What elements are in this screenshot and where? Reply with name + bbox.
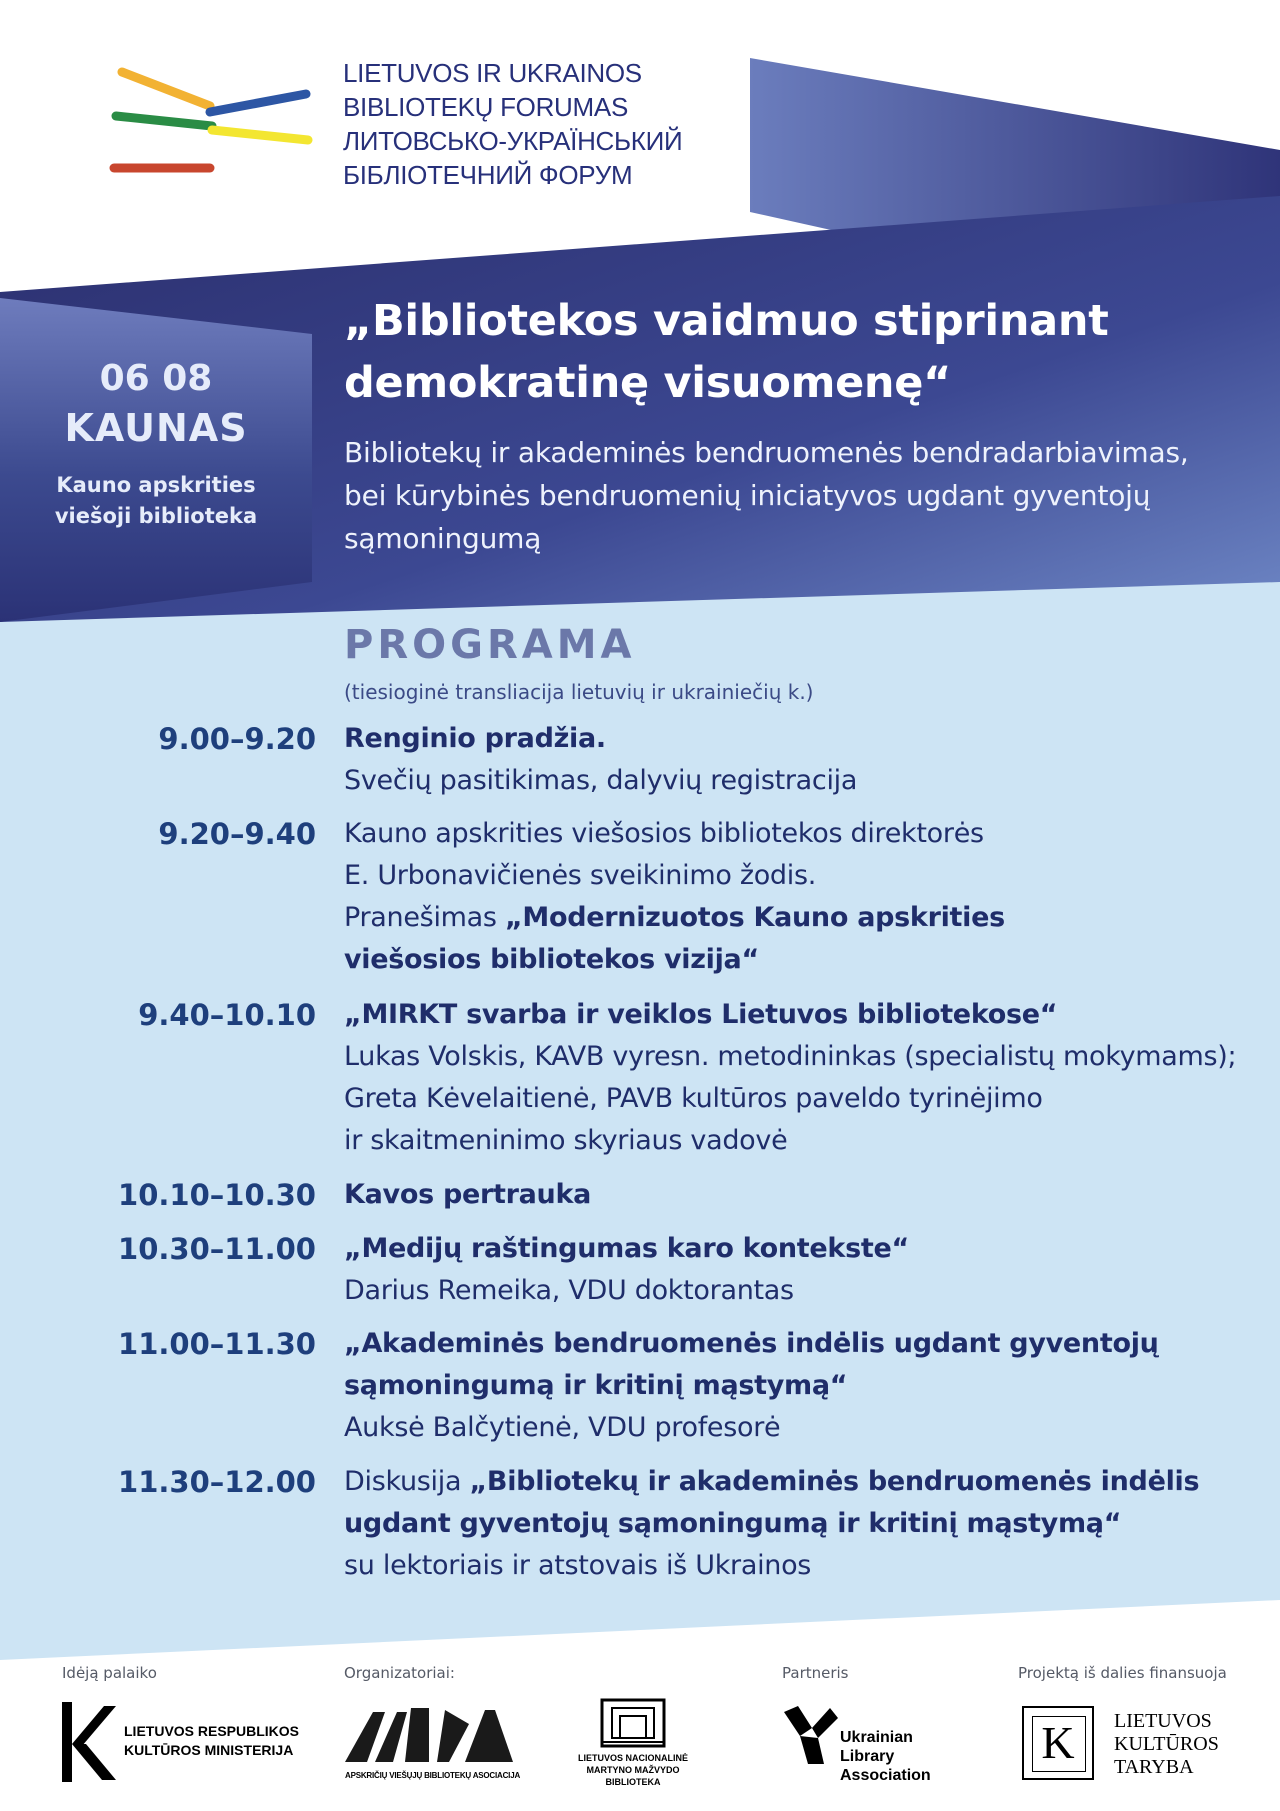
event-subtitle-line: bei kūrybinės bendruomenių iniciatyvos ugdant gyventojų (344, 479, 1151, 512)
program-line: Pranešimas „Modernizuotos Kauno apskrities (344, 902, 1005, 933)
lnb-name-line: LIETUVOS NACIONALINĖ (577, 1753, 688, 1763)
footer-label-supports: Idėją palaiko (62, 1664, 157, 1682)
venue-line: viešoji biblioteka (54, 504, 258, 528)
ula-name-line: Library (840, 1748, 895, 1765)
lnb-building-icon (600, 1698, 666, 1748)
program-description (344, 1228, 1264, 1312)
k-box-logo-icon (1022, 1706, 1094, 1780)
program-description (344, 994, 1264, 1162)
avba-caption: APSKRIČIŲ VIEŠŲJŲ BIBLIOTEKŲ ASOCIACIJA (345, 1771, 521, 1780)
program-time: 11.00–11.30 (118, 1327, 316, 1361)
ula-name-line: Ukrainian (840, 1729, 913, 1746)
council-name-line: LIETUVOS (1114, 1710, 1212, 1732)
program-time: 9.40–10.10 (138, 998, 316, 1032)
program-description (344, 718, 1264, 802)
program-line: Auksė Balčytienė, VDU profesorė (344, 1412, 781, 1443)
event-subtitle-line: Bibliotekų ir akademinės bendruomenės bendradarbiavimas, (344, 436, 1189, 469)
program-line: Kavos pertrauka (344, 1179, 592, 1210)
program-line: Lukas Volskis, KAVB vyresn. metodininkas (specialistų mokymams); (344, 1041, 1237, 1072)
ula-name (840, 1728, 931, 1785)
program-line: Diskusija „Bibliotekų ir akademinės bendruomenės indėlis (344, 1466, 1200, 1497)
program-description (344, 1323, 1264, 1449)
event-title-line: demokratinę visuomenę“ (344, 358, 952, 408)
forum-title-line: BIBLIOTEKŲ FORUMAS (343, 92, 628, 122)
ministry-name (124, 1722, 299, 1760)
lnb-name (566, 1752, 700, 1788)
logo-line-orange (122, 72, 210, 106)
program-line: Kauno apskrities viešosios bibliotekos direktorės (344, 818, 984, 849)
logo-line-green (116, 116, 212, 126)
program-line: ir skaitmeninimo skyriaus vadovė (344, 1125, 788, 1156)
forum-title-line: LIETUVOS IR UKRAINOS (343, 58, 642, 88)
event-title-line: „Bibliotekos vaidmuo stiprinant (344, 296, 1109, 346)
council-name-line: TARYBA (1114, 1756, 1194, 1778)
program-description (344, 1461, 1264, 1587)
logo-line-yellow (212, 130, 308, 140)
program-line: viešosios bibliotekos vizija“ (344, 944, 759, 975)
logo-line-blue (210, 94, 306, 112)
program-time: 9.00–9.20 (158, 722, 316, 756)
forum-title-line: БІБЛІОТЕЧНИЙ ФОРУМ (343, 160, 633, 190)
lnb-name-line: MARTYNO MAŽVYDO (586, 1765, 680, 1775)
program-time: 10.30–11.00 (118, 1232, 316, 1266)
lnb-name-line: BIBLIOTEKA (605, 1777, 661, 1787)
program-line: su lektoriais ir atstovais iš Ukrainos (344, 1550, 812, 1581)
event-venue (0, 470, 312, 532)
program-line: Greta Kėvelaitienė, PAVB kultūros paveldo tyrinėjimo (344, 1083, 1043, 1114)
program-line: Svečių pasitikimas, dalyvių registracija (344, 765, 858, 796)
program-time: 10.10–10.30 (118, 1178, 316, 1212)
program-line: E. Urbonavičienės sveikinimo žodis. (344, 860, 817, 891)
program-line: „Akademinės bendruomenės indėlis ugdant gyventojų (344, 1328, 1159, 1359)
forum-logo-icon (100, 60, 320, 180)
footer-label-organizers: Organizatoriai: (344, 1664, 455, 1682)
event-city: KAUNAS (64, 406, 248, 450)
council-logo-letter: K (1041, 1717, 1075, 1768)
program-description (344, 1174, 1264, 1216)
k-ministry-logo-icon (58, 1700, 118, 1784)
event-subtitle-line: sąmoningumą (344, 522, 542, 555)
ula-name-line: Association (840, 1767, 931, 1784)
event-title (344, 290, 1244, 414)
council-name-line: KULTŪROS (1114, 1733, 1219, 1755)
avba-logo-icon (345, 1704, 515, 1764)
program-line: „MIRKT svarba ir veiklos Lietuvos bibliotekose“ (344, 999, 1058, 1030)
program-description (344, 813, 1264, 981)
program-line: ugdant gyventojų sąmoningumą ir kritinį mąstymą“ (344, 1508, 1122, 1539)
program-line: Renginio pradžia. (344, 723, 606, 754)
program-time: 11.30–12.00 (118, 1465, 316, 1499)
event-date: 06 08 (99, 358, 213, 399)
ula-logo-icon (784, 1706, 838, 1766)
program-line: „Medijų raštingumas karo kontekste“ (344, 1233, 909, 1264)
forum-title (343, 56, 763, 192)
forum-title-line: ЛИТОВСЬКО-УКРАЇНСЬКИЙ (343, 126, 683, 156)
program-line: sąmoningumą ir kritinį mąstymą“ (344, 1370, 848, 1401)
event-subtitle (344, 431, 1244, 560)
council-name (1114, 1710, 1219, 1779)
program-note: (tiesioginė transliacija lietuvių ir ukrainiečių k.) (344, 680, 814, 704)
program-time: 9.20–9.40 (158, 817, 316, 851)
ministry-name-line: LIETUVOS RESPUBLIKOS (124, 1723, 300, 1739)
ministry-name-line: KULTŪROS MINISTERIJA (124, 1742, 294, 1758)
footer-label-partner: Partneris (782, 1664, 849, 1682)
footer-label-funder: Projektą iš dalies finansuoja (1018, 1664, 1227, 1682)
program-heading: PROGRAMA (344, 622, 636, 668)
program-line: Darius Remeika, VDU doktorantas (344, 1275, 794, 1306)
venue-line: Kauno apskrities (56, 473, 256, 497)
